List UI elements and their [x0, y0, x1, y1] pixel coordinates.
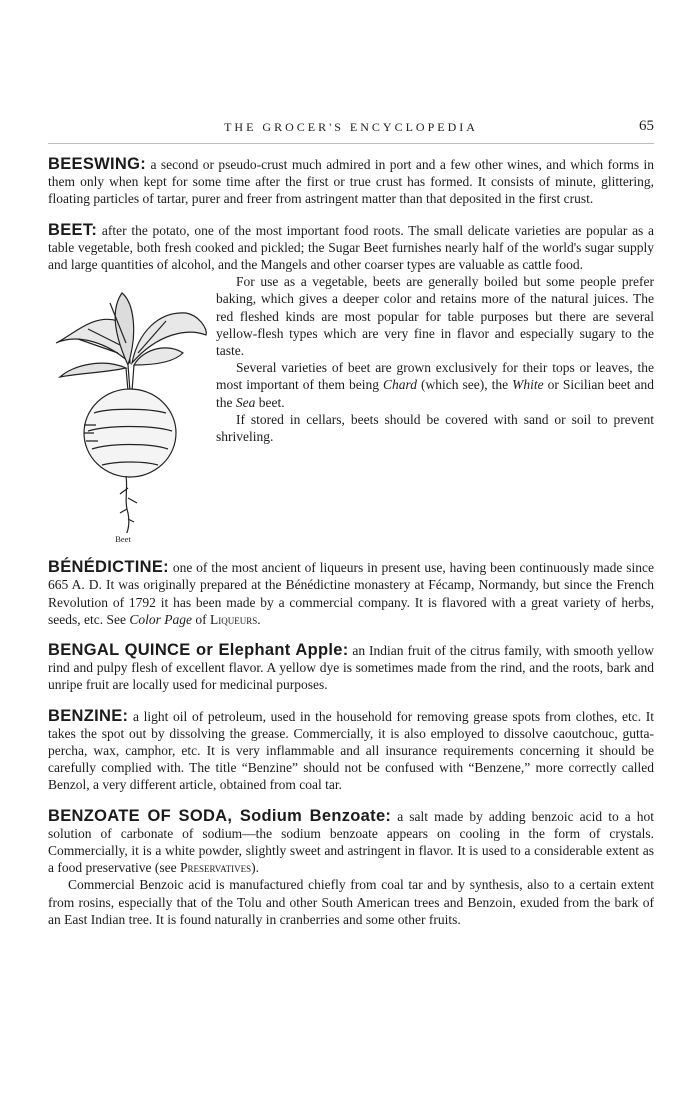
page-header [48, 118, 654, 138]
entry-term: BENGAL QUINCE or Elephant Apple: [48, 641, 349, 660]
entry-text: an Indian fruit of the citrus family, with smooth yellow rind and pulpy flesh of excellent flavor. A yellow dye is sometimes made from the rind, and the roots, bark and unripe fruit are locally used for medicinal purposes. [48, 643, 654, 693]
entry-beet-p4: If stored in cellars, beets should be covered with sand or soil to prevent shriveling. [216, 411, 654, 445]
entry-term: BEESWING: [48, 155, 147, 173]
cross-ref-color-page: Color Page [129, 611, 192, 627]
entry-benzine [48, 708, 654, 794]
figure-caption: Beet [115, 534, 131, 545]
entry-beet-intro [48, 222, 654, 274]
entry-term: BENZINE: [48, 706, 129, 725]
entry-beet [48, 222, 654, 550]
entry-text: one of the most ancient of liqueurs in present use, having been continuously made since 665 A. D. It was originally prepared at the Bénédictine monastery at Fécamp, Normandy, but since the French Revolution of 1792 it has been made by a commercial company. It is flavored with a great variety of herbs, seeds, etc. See [48, 560, 654, 627]
entry-text: a light oil of petroleum, used in the household for removing grease spots from clothes, etc. It takes the spot out by dissolving the grease. Commercially, it is also employed to dissolve caoutchouc, gutta-percha, wax, camphor, etc. It is very inflammable and all insurance requirements concerning it should be carefully complied with. The title “Benzine” should not be confused with “Benzene,” more correctly called Benzol, a very different article, obtained from coal tar. [48, 708, 654, 793]
entry-text: of [195, 611, 207, 627]
entry-text: (which see), the [420, 377, 509, 393]
running-title: THE GROCER'S ENCYCLOPEDIA [224, 120, 478, 134]
entry-benzoate-p1 [48, 808, 654, 877]
entry-text: a salt made by adding benzoic acid to a hot solution of carbonate of sodium—the sodium benzoate appears on cooling in the form of crystals. Commercially, it is a white powder, slightly sweet and astringent in flavor. It is used to a considerable extent as a food preservative (see [48, 808, 655, 876]
page-body [48, 156, 654, 942]
entry-text: ). [251, 860, 259, 876]
cross-ref-liqueurs: Liqueurs. [209, 611, 261, 627]
beet-illustration [48, 273, 208, 547]
entry-benedictine [48, 559, 654, 628]
entry-beet-p2: For use as a vegetable, beets are generally boiled but some people prefer baking, which gives a deeper color and retains more of the natural juices. The red fleshed kinds are most popular for table purposes but there are several yellow-flesh types which are very fine in flavor and especially sugary to the taste. [216, 274, 654, 359]
entry-beeswing [48, 156, 654, 208]
beet-drawing [48, 273, 208, 533]
entry-term: BENZOATE OF SODA, Sodium Benzoate: [48, 806, 392, 825]
entry-term: BEET: [48, 220, 98, 239]
entry-bengal-quince [48, 642, 654, 694]
entry-text: beet. [258, 394, 285, 410]
term-white: White [512, 377, 544, 393]
entry-benzoate-of-soda [48, 808, 654, 928]
entry-text: or Sicilian beet and the [216, 377, 655, 410]
entry-benzoate-p2: Commercial Benzoic acid is manufactured chiefly from coal tar and by synthesis, also to a certain extent from rosins, especially that of the Tolu and other South American trees and Benzoin, exuded from the bark of an East Indian tree. It is found naturally in cranberries and some other fruits. [48, 877, 654, 927]
term-sea: Sea [235, 394, 256, 410]
entry-text: after the potato, one of the most important food roots. The small delicate varieties are popular as a table vegetable, both fresh cooked and pickled; the Sugar Beet furnishes nearly half of the world's sugar supply and large quantities of alcohol, and the Mangels and other coarser types are valuable as cattle food. [48, 222, 655, 273]
entry-text: a second or pseudo-crust much admired in port and a few other wines, and which forms in them only when kept for some time after the first or true crust has formed. It consists of minute, glittering, floating particles of tartar, purer and freer from astringent matter than that deposited in the first crust. [48, 157, 655, 207]
entry-term: BÉNÉDICTINE: [48, 558, 169, 577]
cross-ref-chard: Chard [382, 377, 417, 393]
header-rule [48, 143, 654, 144]
entry-text: Several varieties of beet are grown exclusively for their tops or leaves, the most important of them being [216, 360, 654, 393]
cross-ref-preservatives: Preservatives [179, 860, 252, 876]
page-number: 65 [639, 118, 654, 134]
